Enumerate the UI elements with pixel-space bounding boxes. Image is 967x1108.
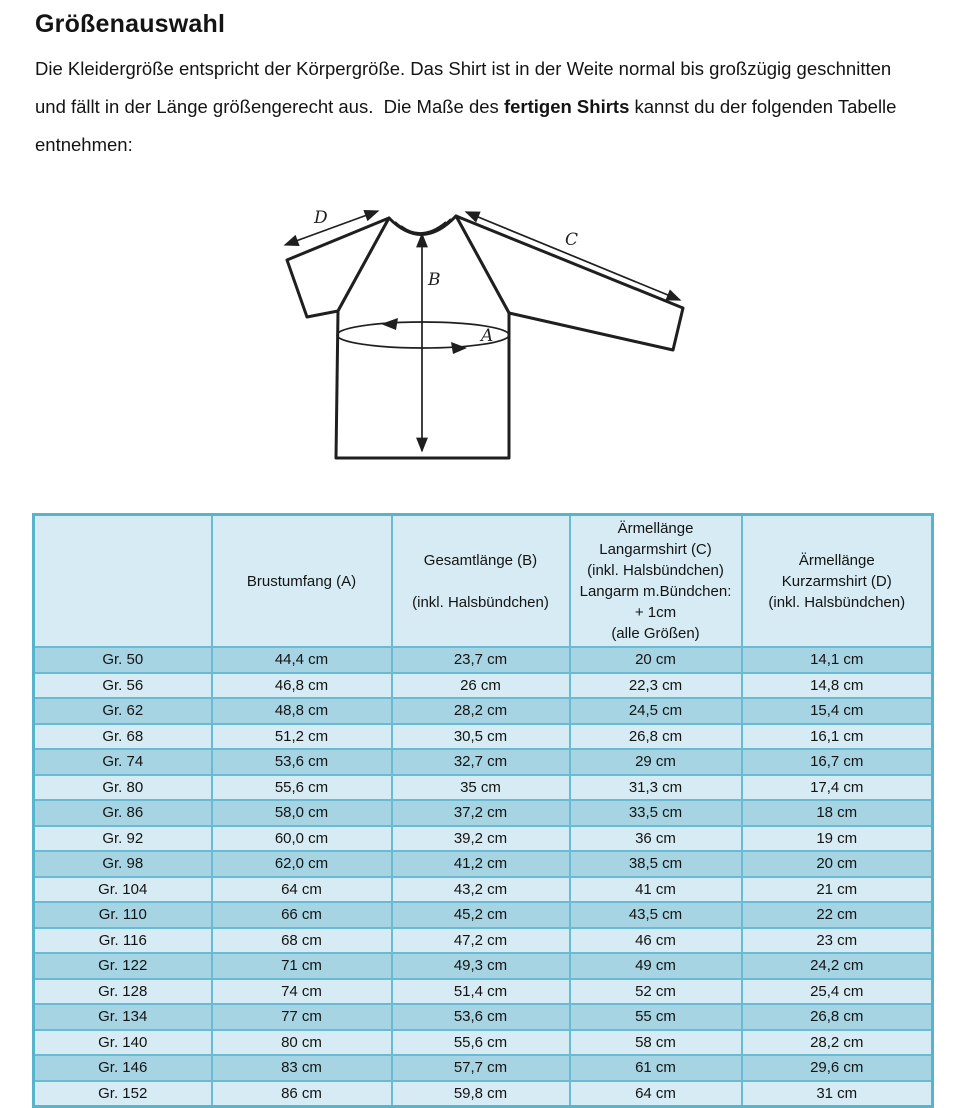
size-label-cell: Gr. 98 bbox=[34, 851, 212, 877]
label-d-short-sleeve: D bbox=[314, 208, 328, 228]
size-label-cell: Gr. 92 bbox=[34, 826, 212, 852]
column-header-line bbox=[35, 571, 211, 592]
measurement-cell: 35 cm bbox=[392, 775, 570, 801]
table-row bbox=[34, 979, 933, 1005]
measurement-cell: 77 cm bbox=[212, 1004, 392, 1030]
label-c-long-sleeve: C bbox=[565, 230, 579, 250]
column-header-line: (inkl. Halsbündchen) bbox=[768, 593, 906, 611]
measurement-cell: 26 cm bbox=[392, 673, 570, 699]
measurement-cell: 64 cm bbox=[212, 877, 392, 903]
page-title: Größenauswahl bbox=[35, 10, 226, 38]
size-label-cell: Gr. 56 bbox=[34, 673, 212, 699]
measurement-cell: 16,1 cm bbox=[742, 724, 933, 750]
measurement-cell: 57,7 cm bbox=[392, 1055, 570, 1081]
measurement-cell: 47,2 cm bbox=[392, 928, 570, 954]
column-header-line: (inkl. Halsbündchen) bbox=[587, 562, 724, 579]
table-row bbox=[34, 902, 933, 928]
size-label-cell: Gr. 140 bbox=[34, 1030, 212, 1056]
table-row bbox=[34, 928, 933, 954]
size-table-header-row bbox=[34, 515, 933, 648]
measurement-cell: 18 cm bbox=[742, 800, 933, 826]
measurement-cell: 22,3 cm bbox=[570, 673, 742, 699]
table-row bbox=[34, 826, 933, 852]
measurement-cell: 39,2 cm bbox=[392, 826, 570, 852]
measurement-cell: 23 cm bbox=[742, 928, 933, 954]
measurement-cell: 31,3 cm bbox=[570, 775, 742, 801]
measurement-cell: 16,7 cm bbox=[742, 749, 933, 775]
table-row bbox=[34, 749, 933, 775]
measurement-cell: 58,0 cm bbox=[212, 800, 392, 826]
measurement-cell: 20 cm bbox=[570, 647, 742, 673]
column-header-0 bbox=[34, 515, 212, 648]
size-table bbox=[32, 513, 934, 1108]
measurement-cell: 61 cm bbox=[570, 1055, 742, 1081]
intro-line2-before: und fällt in der Länge größengerecht aus. Die Maße des bbox=[35, 96, 504, 117]
size-label-cell: Gr. 116 bbox=[34, 928, 212, 954]
column-header-line: (inkl. Halsbündchen) bbox=[412, 593, 549, 611]
measurement-cell: 86 cm bbox=[212, 1081, 392, 1107]
measurement-cell: 55,6 cm bbox=[392, 1030, 570, 1056]
measurement-cell: 23,7 cm bbox=[392, 647, 570, 673]
column-header-line: Brustumfang (A) bbox=[246, 572, 357, 590]
measurement-cell: 58 cm bbox=[570, 1030, 742, 1056]
table-row bbox=[34, 698, 933, 724]
table-row bbox=[34, 1055, 933, 1081]
table-row bbox=[34, 800, 933, 826]
measurement-cell: 43,5 cm bbox=[570, 902, 742, 928]
label-a-chest: A bbox=[481, 326, 494, 346]
measurement-cell: 22 cm bbox=[742, 902, 933, 928]
measurement-cell: 53,6 cm bbox=[212, 749, 392, 775]
measurement-cell: 52 cm bbox=[570, 979, 742, 1005]
measurement-cell: 46,8 cm bbox=[212, 673, 392, 699]
measurement-cell: 26,8 cm bbox=[570, 724, 742, 750]
size-label-cell: Gr. 134 bbox=[34, 1004, 212, 1030]
measurement-cell: 51,4 cm bbox=[392, 979, 570, 1005]
table-row bbox=[34, 1004, 933, 1030]
measurement-cell: 41,2 cm bbox=[392, 851, 570, 877]
table-row bbox=[34, 775, 933, 801]
measurement-cell: 51,2 cm bbox=[212, 724, 392, 750]
column-header-line: Langarm m.Bündchen: bbox=[579, 583, 732, 600]
measurement-cell: 24,2 cm bbox=[742, 953, 933, 979]
measurement-cell: 32,7 cm bbox=[392, 749, 570, 775]
size-label-cell: Gr. 80 bbox=[34, 775, 212, 801]
measurement-cell: 26,8 cm bbox=[742, 1004, 933, 1030]
measurement-cell: 80 cm bbox=[212, 1030, 392, 1056]
intro-line3: entnehmen: bbox=[35, 134, 133, 155]
intro-bold-text: fertigen Shirts bbox=[503, 96, 630, 117]
measurement-cell: 38,5 cm bbox=[570, 851, 742, 877]
measurement-cell: 29,6 cm bbox=[742, 1055, 933, 1081]
measurement-cell: 43,2 cm bbox=[392, 877, 570, 903]
measurement-cell: 28,2 cm bbox=[392, 698, 570, 724]
measurement-cell: 15,4 cm bbox=[742, 698, 933, 724]
measurement-cell: 33,5 cm bbox=[570, 800, 742, 826]
measurement-cell: 64 cm bbox=[570, 1081, 742, 1107]
measurement-cell: 19 cm bbox=[742, 826, 933, 852]
size-label-cell: Gr. 122 bbox=[34, 953, 212, 979]
size-label-cell: Gr. 50 bbox=[34, 647, 212, 673]
column-header-line: + 1cm bbox=[634, 604, 677, 621]
measurement-cell: 17,4 cm bbox=[742, 775, 933, 801]
measurement-cell: 21 cm bbox=[742, 877, 933, 903]
column-header-line: Langarmshirt (C) bbox=[599, 541, 712, 558]
measurement-cell: 66 cm bbox=[212, 902, 392, 928]
intro-line1: Die Kleidergröße entspricht der Körpergröße. Das Shirt ist in der Weite normal bis großzügig geschnitten bbox=[35, 58, 892, 79]
measurement-cell: 74 cm bbox=[212, 979, 392, 1005]
intro-paragraph bbox=[35, 50, 950, 164]
column-header-line: Ärmellänge bbox=[617, 520, 694, 537]
size-label-cell: Gr. 146 bbox=[34, 1055, 212, 1081]
measurement-cell: 44,4 cm bbox=[212, 647, 392, 673]
measurement-cell: 46 cm bbox=[570, 928, 742, 954]
measurement-cell: 14,1 cm bbox=[742, 647, 933, 673]
measurement-cell: 31 cm bbox=[742, 1081, 933, 1107]
measurement-cell: 20 cm bbox=[742, 851, 933, 877]
measurement-cell: 41 cm bbox=[570, 877, 742, 903]
measurement-cell: 55,6 cm bbox=[212, 775, 392, 801]
size-label-cell: Gr. 152 bbox=[34, 1081, 212, 1107]
column-header-4 bbox=[742, 515, 933, 648]
table-row bbox=[34, 1081, 933, 1107]
size-label-cell: Gr. 128 bbox=[34, 979, 212, 1005]
size-label-cell: Gr. 62 bbox=[34, 698, 212, 724]
size-label-cell: Gr. 86 bbox=[34, 800, 212, 826]
size-label-cell: Gr. 68 bbox=[34, 724, 212, 750]
measurement-cell: 59,8 cm bbox=[392, 1081, 570, 1107]
measurement-cell: 36 cm bbox=[570, 826, 742, 852]
label-b-total-length: B bbox=[428, 270, 441, 290]
table-row bbox=[34, 724, 933, 750]
column-header-3 bbox=[570, 515, 742, 648]
measurement-cell: 24,5 cm bbox=[570, 698, 742, 724]
column-header-line: Ärmellänge bbox=[798, 551, 875, 569]
measurement-cell: 45,2 cm bbox=[392, 902, 570, 928]
column-header-2 bbox=[392, 515, 570, 648]
measurement-cell: 14,8 cm bbox=[742, 673, 933, 699]
size-label-cell: Gr. 104 bbox=[34, 877, 212, 903]
measurement-cell: 48,8 cm bbox=[212, 698, 392, 724]
measurement-cell: 49,3 cm bbox=[392, 953, 570, 979]
column-header-line: (alle Größen) bbox=[611, 625, 700, 642]
measurement-cell: 53,6 cm bbox=[392, 1004, 570, 1030]
table-row bbox=[34, 647, 933, 673]
measurement-cell: 62,0 cm bbox=[212, 851, 392, 877]
measurement-cell: 30,5 cm bbox=[392, 724, 570, 750]
column-header-line: Kurzarmshirt (D) bbox=[781, 572, 892, 590]
column-header-line: Gesamtlänge (B) bbox=[423, 551, 538, 569]
measurement-cell: 37,2 cm bbox=[392, 800, 570, 826]
measurement-cell: 71 cm bbox=[212, 953, 392, 979]
measurement-cell: 28,2 cm bbox=[742, 1030, 933, 1056]
table-row bbox=[34, 953, 933, 979]
table-row bbox=[34, 877, 933, 903]
shirt-measurement-diagram bbox=[268, 192, 718, 482]
table-row bbox=[34, 851, 933, 877]
measurement-cell: 60,0 cm bbox=[212, 826, 392, 852]
measurement-cell: 68 cm bbox=[212, 928, 392, 954]
shirt-diagram-svg bbox=[268, 192, 718, 482]
column-header-line bbox=[393, 571, 569, 592]
measurement-cell: 29 cm bbox=[570, 749, 742, 775]
column-header-1 bbox=[212, 515, 392, 648]
size-label-cell: Gr. 74 bbox=[34, 749, 212, 775]
measurement-cell: 83 cm bbox=[212, 1055, 392, 1081]
table-row bbox=[34, 1030, 933, 1056]
measurement-cell: 55 cm bbox=[570, 1004, 742, 1030]
intro-line2-after: kannst du der folgenden Tabelle bbox=[629, 96, 897, 117]
measurement-cell: 49 cm bbox=[570, 953, 742, 979]
table-row bbox=[34, 673, 933, 699]
size-label-cell: Gr. 110 bbox=[34, 902, 212, 928]
measurement-cell: 25,4 cm bbox=[742, 979, 933, 1005]
